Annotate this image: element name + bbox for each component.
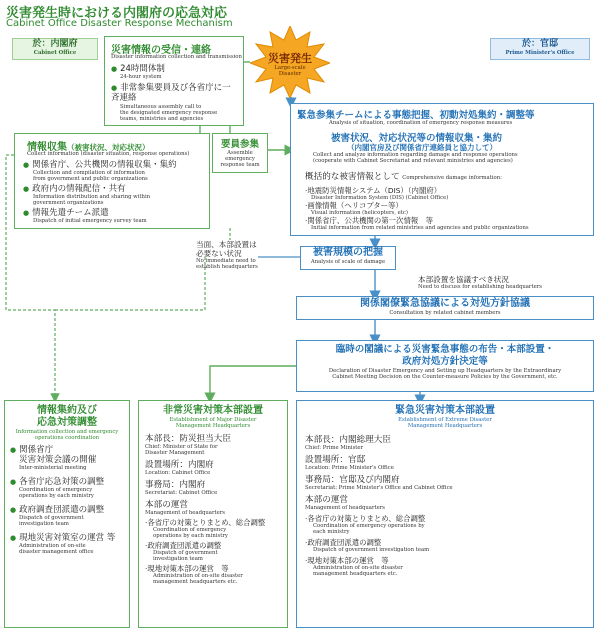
cabinet-office-badge — [12, 38, 98, 60]
no-hq-note-jp-1: 当面、本部設置は — [196, 240, 257, 249]
reception-title-en: Disaster information collection and transmission — [111, 54, 242, 60]
reception-title: 災害情報の受信・連絡 — [111, 45, 211, 56]
coordination-item-team-en-1: Dispatch of government — [19, 515, 84, 521]
emergency-subtitle-en-2: (cooperate with Cabinet Secretariat and relevant ministries and agencies) — [313, 158, 513, 164]
cabinet-office-label-en: Cabinet Office — [33, 50, 77, 56]
info-item-compile: ● 関係省庁、公共機関の情報収集・集約 — [23, 160, 177, 170]
extreme-hq-title: 緊急災害対策本部設置 — [395, 405, 495, 416]
page-title: 災害発生時における内閣府の応急対応 — [6, 6, 228, 21]
assembly-title-en-1: Assemble — [227, 150, 253, 156]
emergency-item-list — [305, 186, 585, 231]
declaration-box — [296, 340, 594, 392]
major-hq-location-en: Location: Cabinet Office — [145, 470, 211, 476]
reception-item-call-en-3: teams, ministries and agencies — [120, 116, 204, 122]
major-hq-title-en-2: Management Headquarters — [175, 423, 251, 429]
info-item-survey-en: Dispatch of initial emergency survey team — [33, 218, 147, 224]
major-hq-head: 本部長：防災担当大臣 — [145, 434, 231, 444]
extreme-hq-item-coord: · 各省庁の対策とりまとめ、総合調整 — [305, 514, 593, 523]
info-item-share-en-1: Information distribution and sharing within — [33, 194, 151, 200]
disaster-burst — [250, 26, 330, 98]
reception-item-call-en-1: Simultaneous assembly call to — [120, 104, 202, 110]
coordination-item-onsite-en-2: disaster management office — [19, 549, 94, 555]
coordination-title-2: 応急対策調整 — [37, 417, 97, 428]
major-hq-details — [145, 434, 287, 585]
extreme-hq-head: 本部長：内閣総理大臣 — [305, 435, 391, 445]
info-collection-title-en: Collect information (disaster situation, response operations) — [27, 151, 190, 157]
coordination-item-ops-en-2: operations by each ministry — [19, 493, 94, 499]
major-hq-item-coord-en-1: Coordination of emergency — [153, 527, 227, 533]
info-item-compile-en-2: from government and public organizations — [33, 176, 148, 182]
coordination-item-ops: ● 各省庁応急対策の調整 — [10, 477, 129, 487]
disaster-label-en-2: Disaster — [278, 71, 302, 77]
consult-box — [296, 296, 594, 320]
extreme-hq-secretariat: 事務局：官邸及び内閣府 — [305, 475, 400, 485]
extreme-hq-management: 本部の運営 — [305, 495, 348, 505]
extreme-hq-location-en: Location: Prime Minister's Office — [305, 465, 394, 471]
disaster-label-en-1: Large-scale — [274, 65, 306, 71]
coordination-item-ops-en-1: Coordination of emergency — [19, 487, 93, 493]
major-hq-title-en-1: Establishment of Major Disaster — [169, 417, 257, 423]
coordination-item-meeting-2: 災害対策会議の開催 — [19, 455, 97, 465]
extreme-hq-title-en-1: Establishment of Extreme Disaster — [398, 417, 492, 423]
extreme-hq-title-en-2: Management Headquarters — [407, 423, 483, 429]
emergency-item-dis: · 地震防災情報システム（DIS）（内閣府） — [305, 186, 585, 195]
no-hq-note-en-1: No immediate need to — [196, 258, 256, 264]
consult-title-en: Consultation by related cabinet members — [389, 310, 501, 316]
reception-box — [104, 36, 244, 126]
major-hq-box — [138, 400, 288, 628]
major-hq-location: 設置場所：内閣府 — [145, 460, 214, 470]
major-hq-head-en-1: Chief: Minister of State for — [145, 444, 218, 450]
major-hq-management: 本部の運営 — [145, 500, 188, 510]
emergency-item-initial-en: Initial information from related ministries and agencies and public organizations — [311, 225, 529, 231]
major-hq-management-en: Management of headquarters — [145, 510, 225, 516]
declaration-title-1: 臨時の閣議による災害緊急事態の布告・本部設置・ — [335, 344, 555, 355]
coordination-list — [10, 445, 129, 555]
cabinet-office-label: 於：内閣府 — [32, 39, 78, 49]
coordination-box — [4, 400, 130, 628]
coordination-title-en-1: Information collection and emergency — [15, 429, 119, 435]
emergency-team-title: 緊急参集チームによる事態把握、初動対処集約・調整等 — [297, 110, 535, 121]
overview-label-en: Comprehensive damage information: — [402, 175, 502, 181]
page-subtitle: Cabinet Office Disaster Response Mechanism — [6, 18, 233, 29]
no-hq-note-jp-2: 必要ない状況 — [196, 249, 242, 258]
info-collection-title: 情報収集 — [27, 142, 67, 153]
extreme-hq-item-onsite-en-1: Administration of on-site disaster — [313, 565, 403, 571]
coordination-title-1: 情報集約及び — [37, 405, 97, 416]
discuss-note — [418, 275, 542, 290]
emergency-item-dis-en: Disaster Information System (DIS) (Cabinet Office) — [311, 195, 449, 201]
coordination-item-onsite: ● 現地災害対策室の運営 等 — [10, 533, 129, 543]
coordination-item-onsite-en-1: Administration of on-site — [19, 543, 86, 549]
extreme-hq-location: 設置場所：官邸 — [305, 455, 366, 465]
major-hq-item-team-en-1: Dispatch of government — [153, 550, 218, 556]
emergency-team-box — [290, 103, 594, 236]
major-hq-item-onsite: · 現地対策本部の運営 等 — [145, 564, 287, 573]
discuss-note-jp: 本部設置を協議すべき状況 — [418, 275, 509, 284]
major-hq-item-coord-en-2: operations by each ministry — [153, 533, 228, 539]
pm-office-label-en: Prime Minister's Office — [505, 50, 575, 56]
scale-title: 被害規模の把握 — [313, 247, 383, 258]
discuss-note-en: Need to discuss for establishing headquarters — [418, 284, 542, 290]
extreme-hq-item-onsite: · 現地対策本部の運営 等 — [305, 556, 593, 565]
coordination-item-team: ● 政府調査団派遣の調整 — [10, 505, 129, 515]
assembly-title: 要員参集 — [220, 139, 259, 150]
assembly-title-en-2: emergency — [225, 156, 255, 162]
extreme-hq-management-en: Management of headquarters — [305, 505, 385, 511]
emergency-item-visual: · 画像情報（ヘリコプター等） — [305, 201, 585, 210]
emergency-team-title-en: Analysis of situation, coordination of emergency response measures — [329, 120, 513, 126]
overview-label: 概括的な被害情報として — [305, 172, 400, 182]
info-collection-box — [14, 133, 210, 229]
info-collection-title-note: （被害状況、対応状況） — [67, 143, 150, 152]
major-hq-item-onsite-en-1: Administration of on-site disaster — [153, 573, 243, 579]
major-hq-secretariat: 事務局：内閣府 — [145, 480, 206, 490]
emergency-subtitle-en-1: Collect and analyze information regarding damage and response operations — [313, 152, 518, 158]
major-hq-item-coord: · 各省庁の対策とりまとめ、総合調整 — [145, 518, 287, 527]
emergency-item-initial: · 関係省庁、公共機関の第一次情報 等 — [305, 216, 585, 225]
assembly-title-en-3: response team — [220, 162, 260, 168]
coordination-item-meeting: ● 関係省庁 — [10, 445, 129, 455]
pm-office-label: 於：官邸 — [521, 39, 558, 49]
prime-minister-office-badge — [490, 38, 590, 60]
declaration-title-en-2: Cabinet Meeting Decision on the Counter-measure Policies by the Government, etc. — [332, 374, 558, 380]
major-hq-item-team-en-2: investigation team — [153, 556, 203, 562]
extreme-hq-item-onsite-en-2: management headquarters etc. — [313, 571, 398, 577]
emergency-subtitle: 被害状況、対応状況等の情報収集・集約 — [331, 133, 503, 144]
no-hq-note-en-2: establish headquarters — [196, 264, 258, 270]
info-item-share-en-2: government organizations — [33, 200, 104, 206]
no-hq-note — [196, 240, 276, 270]
extreme-hq-box — [296, 400, 594, 628]
reception-item-call-en-2: the designated emergency response — [120, 110, 218, 116]
coordination-item-team-en-2: investigation team — [19, 521, 69, 527]
extreme-hq-item-coord-en-1: Coordination of emergency operations by — [313, 523, 425, 529]
extreme-hq-item-team: · 政府調査団派遣の調整 — [305, 538, 593, 547]
extreme-hq-secretariat-en: Secretariat: Prime Minister's Office and Cabinet Office — [305, 485, 453, 491]
info-item-compile-en-1: Collection and compilation of information — [33, 170, 145, 176]
scale-title-en: Analysis of scale of damage — [310, 259, 386, 265]
info-item-survey: ● 情報先遣チーム派遣 — [23, 208, 109, 218]
coordination-item-meeting-en: Inter-ministerial meeting — [19, 465, 87, 471]
emergency-item-visual-en: Visual information (helicopters, etc) — [311, 210, 408, 216]
major-hq-title: 非常災害対策本部設置 — [163, 405, 263, 416]
disaster-label: 災害発生 — [268, 52, 312, 65]
major-hq-head-en-2: Disaster Management — [145, 450, 205, 456]
consult-title: 関係閣僚緊急協議による対処方針協議 — [360, 298, 530, 309]
scale-box — [300, 246, 396, 270]
extreme-hq-head-en: Chief: Prime Minister — [305, 445, 364, 451]
assembly-box — [212, 133, 268, 173]
reception-item-24h: ● 24時間体制 — [111, 64, 165, 74]
major-hq-item-onsite-en-2: management headquarters etc. — [153, 579, 238, 585]
coordination-title-en-2: operations coordination — [34, 435, 100, 441]
info-item-share: ● 政府内の情報配信・共有 — [23, 184, 126, 194]
major-hq-secretariat-en: Secretariat: Cabinet Office — [145, 490, 218, 496]
emergency-subtitle-note: （内閣官房及び関係省庁連絡員と協力して） — [347, 143, 497, 152]
declaration-title-en-1: Declaration of Disaster Emergency and Setting up Headquarters by the Extraordinary — [328, 368, 562, 374]
extreme-hq-item-coord-en-2: each ministry — [313, 529, 350, 535]
extreme-hq-details — [305, 435, 593, 577]
reception-item-24h-en: 24-hour system — [120, 74, 162, 80]
declaration-title-2: 政府対処方針決定等 — [402, 356, 488, 367]
reception-item-call: ● 非常参集要員及び各省庁に一斉連絡 — [111, 83, 231, 103]
extreme-hq-item-team-en: Dispatch of government investigation team — [313, 547, 430, 553]
major-hq-item-team: · 政府調査団派遣の調整 — [145, 541, 287, 550]
